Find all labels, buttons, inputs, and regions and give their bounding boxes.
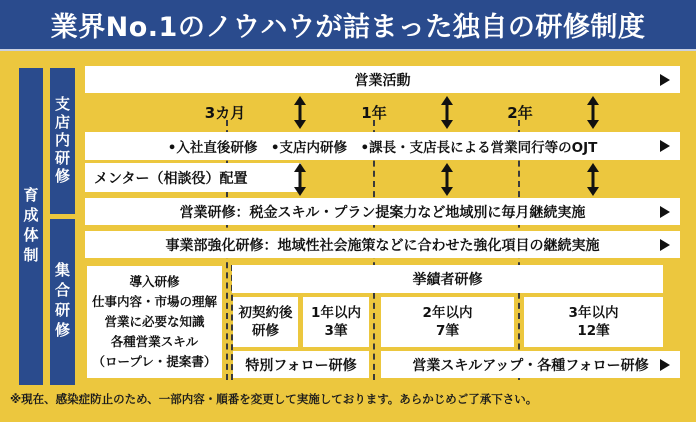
achiever-training-label: 挙績者研修	[412, 272, 483, 288]
timeline-label-1year: 1年	[361, 104, 387, 122]
intro-line: （ロープレ・提案書）	[92, 354, 217, 369]
timeline-label-2years: 2年	[507, 104, 533, 122]
sidebar-group-training: 集合研修	[50, 219, 75, 385]
cell-line: 初契約後	[238, 304, 293, 321]
sales-activity-label: 営業活動	[354, 72, 411, 89]
right-arrow-icon	[660, 239, 670, 251]
sales-training-bar	[85, 198, 680, 225]
cell-line: 研修	[252, 323, 279, 339]
special-follow-label: 特別フォロー研修	[245, 357, 357, 374]
double-arrow-icon	[586, 163, 600, 196]
skillup-follow-bar	[381, 351, 680, 378]
cell-first-contract	[233, 297, 298, 347]
double-arrow-icon	[440, 96, 454, 129]
sales-training-label: 営業研修：税金スキル・プラン提案力など地域別に毎月継続実施	[179, 204, 586, 221]
cell-within-3years	[524, 297, 663, 347]
footnote: ※現在、感染症防止のため、一部内容・順番を変更して実施しております。あらかじめご了承下さい。	[10, 392, 538, 406]
division-training-label: 事業部強化研修：地域性社会施策などに合わせた強化項目の継続実施	[165, 237, 600, 254]
cell-line: 12筆	[577, 323, 610, 339]
ojt-label: •入社直後研修 •支店内研修 •課長・支店長による営業同行等のOJT	[167, 140, 598, 156]
right-arrow-icon	[660, 140, 670, 152]
right-arrow-icon	[660, 74, 670, 86]
cell-line: 3筆	[324, 323, 348, 339]
double-arrow-icon	[440, 163, 454, 196]
mentor-box	[85, 163, 301, 192]
special-follow-bar	[233, 351, 369, 378]
timeline-label-3months: 3カ月	[204, 104, 246, 122]
cell-line: 1年以内	[311, 304, 361, 321]
intro-line: 営業に必要な知識	[104, 314, 205, 329]
division-training-bar	[85, 231, 680, 258]
achiever-training-header	[232, 265, 663, 293]
ojt-bar	[85, 132, 680, 160]
intro-training-box	[87, 266, 222, 378]
sidebar-development-system: 育成体制	[19, 68, 43, 385]
mentor-label: メンター（相談役）配置	[94, 170, 248, 187]
double-arrow-icon	[293, 96, 307, 129]
cell-line: 7筆	[436, 323, 459, 339]
intro-line: 各種営業スキル	[110, 334, 199, 349]
intro-line: 仕事内容・市場の理解	[91, 294, 217, 309]
page-title: 業界No.1のノウハウが詰まった独自の研修制度	[50, 12, 646, 43]
double-arrow-icon	[586, 96, 600, 129]
right-arrow-icon	[660, 206, 670, 218]
sidebar-branch-training: 支店内研修	[50, 68, 75, 214]
title-bar	[0, 0, 696, 51]
cell-line: 2年以内	[422, 304, 473, 321]
skillup-follow-label: 営業スキルアップ・各種フォロー研修	[412, 357, 649, 374]
cell-line: 3年以内	[568, 304, 619, 321]
double-arrow-icon	[293, 163, 307, 196]
cell-within-1year	[303, 297, 369, 347]
cell-within-2years	[381, 297, 514, 347]
right-arrow-icon	[660, 359, 670, 371]
sales-activity-bar	[85, 66, 680, 93]
intro-line: 導入研修	[129, 274, 180, 289]
